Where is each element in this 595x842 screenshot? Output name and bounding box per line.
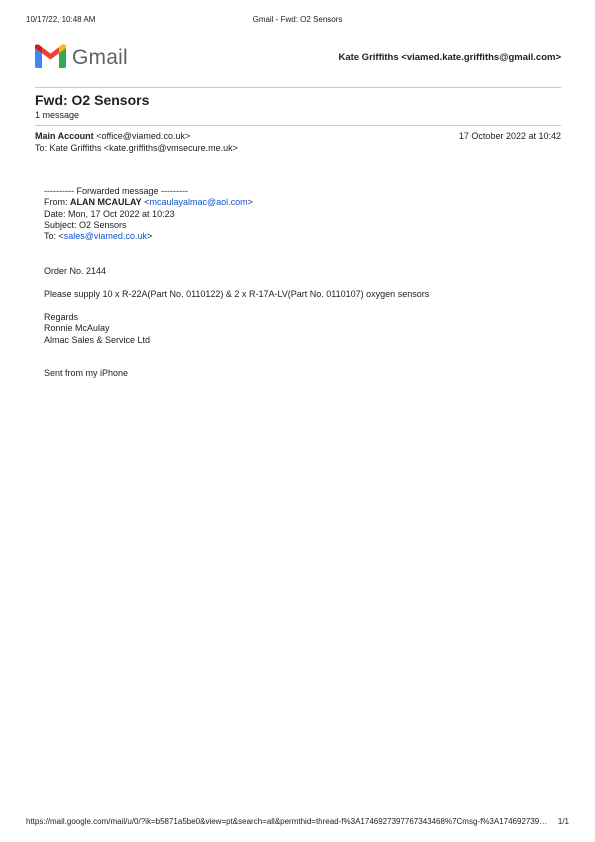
closing-company: Almac Sales & Service Ltd — [44, 334, 151, 345]
forwarded-from: From: ALAN MCAULAY <mcaulayalmac@aol.com> — [44, 197, 253, 208]
print-header — [26, 15, 569, 27]
forwarded-to: To: <sales@viamed.co.uk> — [44, 231, 153, 242]
forwarded-header — [44, 186, 253, 242]
print-datetime: 10/17/22, 10:48 AM — [26, 15, 96, 24]
message-date: 17 October 2022 at 10:42 — [458, 131, 561, 141]
message-count: 1 message — [35, 110, 80, 120]
logo-row — [35, 44, 561, 72]
mobile-signature: Sent from my iPhone — [44, 368, 129, 378]
print-page-title: Gmail - Fwd: O2 Sensors — [252, 15, 343, 24]
sender-email: <office@viamed.co.uk> — [96, 131, 191, 141]
forwarded-to-label: To: — [44, 231, 57, 242]
gmail-wordmark: Gmail — [72, 46, 128, 69]
order-number: Order No. 2144 — [44, 266, 107, 276]
closing-block — [44, 312, 150, 346]
forwarded-to-email-link[interactable]: sales@viamed.co.uk — [63, 231, 147, 242]
print-url: https://mail.google.com/mail/u/0/?ik=b5871a5be0&view=pt&search=all&permthid=thread-f%3A1746927397767343468%7Cmsg-f%3A174692739… — [26, 817, 548, 826]
sender-name: Main Account — [35, 131, 94, 141]
forwarded-subject: Subject: O2 Sensors — [44, 219, 127, 230]
subject-divider — [35, 125, 561, 126]
forwarded-from-label: From: — [44, 197, 68, 208]
message-recipient: To: Kate Griffiths <kate.griffiths@vmsecure.me.uk> — [35, 143, 238, 153]
order-request: Please supply 10 x R-22A(Part No. 0110122) & 2 x R-17A-LV(Part No. 0110107) oxygen sensors — [44, 289, 430, 299]
forwarded-from-name: ALAN MCAULAY — [70, 197, 142, 208]
forwarded-from-email-link[interactable]: mcaulayalmac@aol.com — [149, 197, 248, 208]
forwarded-separator: ---------- Forwarded message --------- — [44, 186, 188, 196]
gmail-m-icon — [35, 44, 66, 68]
closing-regards: Regards — [44, 312, 79, 322]
thread-subject: Fwd: O2 Sensors — [35, 92, 150, 108]
print-page-number: 1/1 — [557, 817, 569, 826]
account-identity: Kate Griffiths <viamed.kate.griffiths@gmail.com> — [338, 52, 561, 63]
forwarded-date: Date: Mon, 17 Oct 2022 at 10:23 — [44, 208, 175, 219]
closing-name: Ronnie McAulay — [44, 323, 110, 334]
message-sender — [35, 131, 190, 141]
header-divider — [35, 87, 561, 88]
